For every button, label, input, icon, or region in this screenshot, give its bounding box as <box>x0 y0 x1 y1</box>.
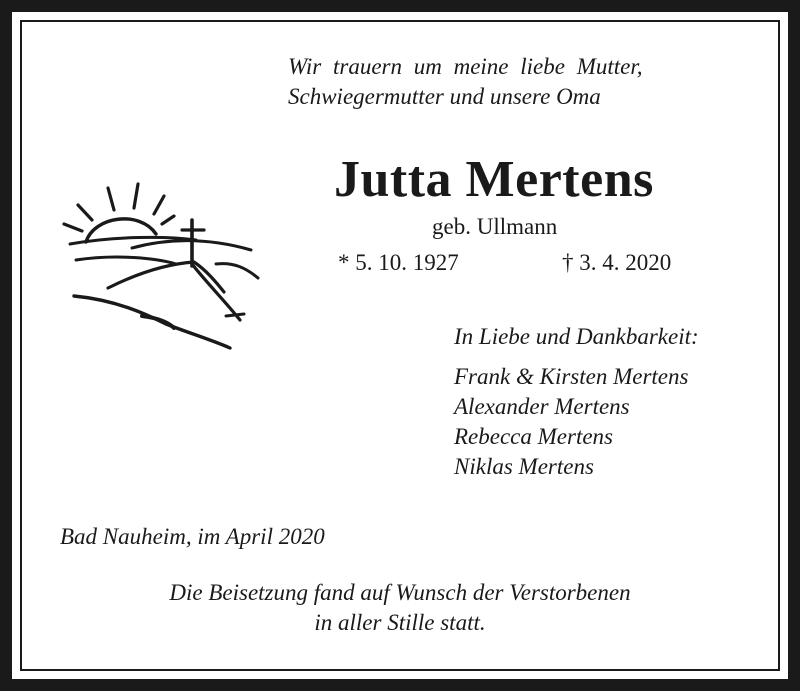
mourner-list <box>454 362 688 482</box>
mourner-name: Niklas Mertens <box>454 454 594 479</box>
mourner-name: Frank & Kirsten Mertens <box>454 364 689 389</box>
sunrise-hills-cross-icon <box>56 178 266 358</box>
mourner-name: Alexander Mertens <box>454 394 630 419</box>
burial-note <box>0 578 800 638</box>
burial-line-1: Die Beisetzung fand auf Wunsch der Verstorbenen <box>169 580 631 605</box>
maiden-name: geb. Ullmann <box>432 214 558 239</box>
burial-line-2: in aller Stille statt. <box>314 610 486 635</box>
intro-line-2: Schwiegermutter und unsere Oma <box>288 84 601 109</box>
mourner-name: Rebecca Mertens <box>454 424 614 449</box>
deceased-name: Jutta Mertens <box>334 151 654 208</box>
thanks-heading: In Liebe und Dankbarkeit: <box>454 324 699 349</box>
birth-date: * 5. 10. 1927 <box>338 250 459 275</box>
intro-line-1: Wir trauern um meine liebe Mutter, <box>288 54 643 79</box>
intro-text <box>288 52 643 112</box>
place-and-date: Bad Nauheim, im April 2020 <box>60 524 325 549</box>
death-date: † 3. 4. 2020 <box>562 250 672 275</box>
